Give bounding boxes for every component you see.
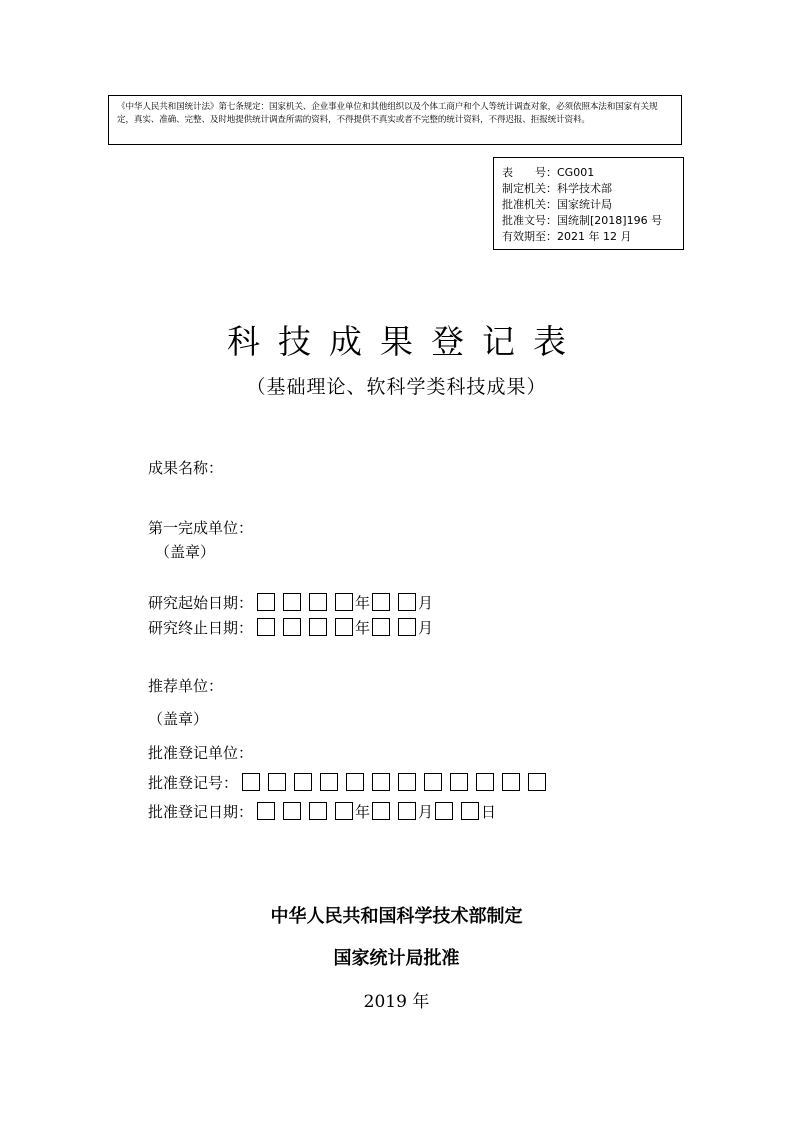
day-unit: 日 [481, 802, 497, 821]
approval-number-digit[interactable] [502, 773, 520, 791]
approval-date-label: 批准登记日期： [148, 802, 254, 821]
first-unit-label: 第一完成单位： [148, 519, 254, 537]
issuing-authority: 制定机关：科学技术部 [502, 182, 612, 195]
approval-number-digit[interactable] [398, 773, 416, 791]
month-unit: 月 [418, 593, 434, 612]
approval-number-digit[interactable] [476, 773, 494, 791]
end-year-digit-3[interactable] [309, 618, 327, 636]
start-year-digit-3[interactable] [309, 593, 327, 611]
footer-approver: 国家统计局批准 [333, 948, 460, 969]
approval-month-digit-2[interactable] [398, 802, 416, 820]
month-unit: 月 [418, 618, 434, 637]
seal-label-1: （盖章） [155, 543, 216, 561]
approving-authority: 批准机关：国家统计局 [502, 198, 612, 211]
approval-number-digit[interactable] [450, 773, 468, 791]
approval-number-digit[interactable] [346, 773, 364, 791]
approval-day-digit-2[interactable] [461, 802, 479, 820]
start-year-digit-2[interactable] [283, 593, 301, 611]
form-number: 表 号：CG001 [502, 166, 595, 179]
start-date-row [148, 592, 435, 612]
approval-number-row [148, 772, 554, 792]
approval-day-digit-1[interactable] [435, 802, 453, 820]
year-unit: 年 [355, 593, 371, 612]
start-year-digit-1[interactable] [257, 593, 275, 611]
start-date-label: 研究起始日期： [148, 593, 254, 612]
approval-number-digit[interactable] [242, 773, 260, 791]
start-month-digit-2[interactable] [398, 593, 416, 611]
end-date-row [148, 617, 435, 637]
year-unit: 年 [355, 802, 371, 821]
end-date-label: 研究终止日期： [148, 618, 254, 637]
approval-year-digit-3[interactable] [309, 802, 327, 820]
page-title: 科技成果登记表 [227, 322, 584, 361]
approval-number-digit[interactable] [424, 773, 442, 791]
recommender-label: 推荐单位： [148, 677, 224, 695]
footer-year: 2019 年 [363, 992, 430, 1012]
approval-year-digit-1[interactable] [257, 802, 275, 820]
approval-number-digit[interactable] [320, 773, 338, 791]
approval-year-digit-2[interactable] [283, 802, 301, 820]
start-year-digit-4[interactable] [335, 593, 353, 611]
validity-date: 有效期至：2021 年 12 月 [502, 230, 632, 243]
approval-year-digit-4[interactable] [335, 802, 353, 820]
page-subtitle: （基础理论、软科学类科技成果） [246, 376, 547, 398]
approval-document: 批准文号：国统制[2018]196 号 [502, 214, 663, 227]
end-year-digit-1[interactable] [257, 618, 275, 636]
start-month-digit-1[interactable] [372, 593, 390, 611]
legal-notice: 《中华人民共和国统计法》第七条规定：国家机关、企业事业单位和其他组织以及个体工商户和个人等统计调查对象，必须依照本法和国家有关规定，真实、准确、完整、及时地提供统计调查所需的资料，不得提供不真实或者不完整的统计资料，不得迟报、拒报统计资料。 [108, 95, 682, 145]
month-unit: 月 [418, 802, 434, 821]
approval-month-digit-1[interactable] [372, 802, 390, 820]
footer-issuer: 中华人民共和国科学技术部制定 [270, 906, 523, 927]
approval-number-digit[interactable] [372, 773, 390, 791]
end-year-digit-4[interactable] [335, 618, 353, 636]
approval-number-digit[interactable] [528, 773, 546, 791]
end-month-digit-2[interactable] [398, 618, 416, 636]
achievement-name-label: 成果名称： [148, 459, 224, 477]
seal-label-2: （盖章） [148, 710, 209, 728]
approval-unit-label: 批准登记单位： [148, 744, 254, 762]
approval-number-digit[interactable] [294, 773, 312, 791]
year-unit: 年 [355, 618, 371, 637]
form-metadata-box [493, 157, 684, 250]
approval-number-digit[interactable] [268, 773, 286, 791]
approval-date-row [148, 801, 498, 821]
end-month-digit-1[interactable] [372, 618, 390, 636]
end-year-digit-2[interactable] [283, 618, 301, 636]
approval-number-label: 批准登记号： [148, 773, 239, 792]
